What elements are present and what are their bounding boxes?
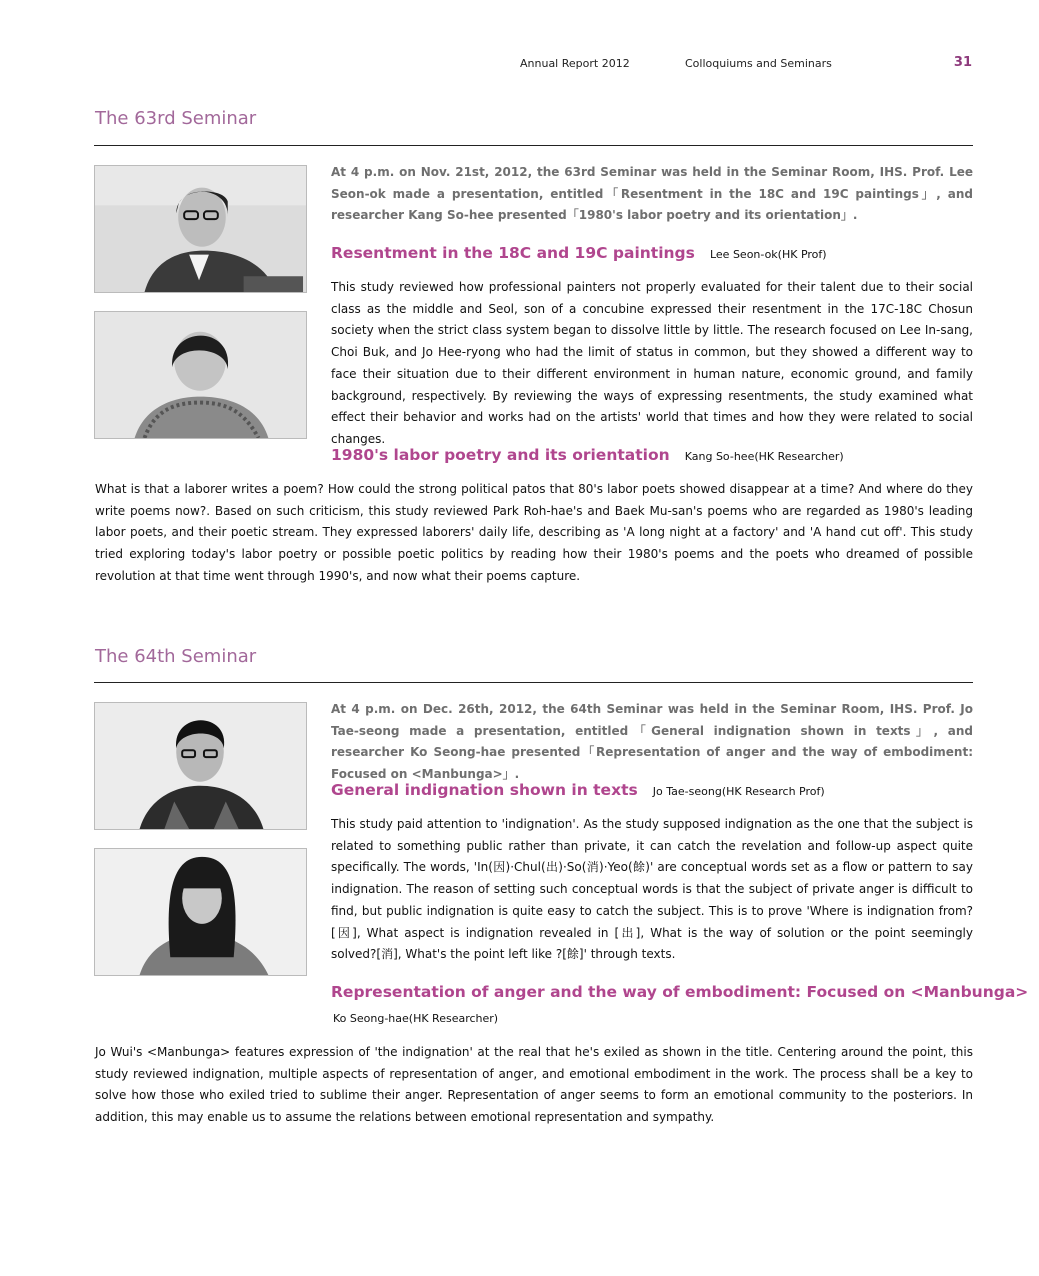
talk-heading [331,982,1029,1001]
talk-heading [331,445,991,464]
talk-author: Kang So-hee(HK Researcher) [684,450,844,463]
section-divider [94,682,973,683]
talk-author: Lee Seon-ok(HK Prof) [709,248,827,261]
talk-title: General indignation shown in texts [331,781,638,799]
section-name: Colloquiums and Seminars [685,57,832,70]
photo-jo-tae-seong [94,702,307,830]
talk-heading [331,243,991,262]
talk-abstract: Jo Wui's <Manbunga> features expression of 'the indignation' at the real that he's exiled as shown in the title. Centering around the point, this study reviewed indignation, multiple aspects of representation of anger, and emotional embodiment in the work. The process shall be a key to solve how those who exiled tried to sublime their anger. Representation of anger seems to form an emotional community to the posteriors. In addition, this may enable us to assume the relations between emotional representation and sympathy. [95,1045,973,1125]
talk-abstract: What is that a laborer writes a poem? How could the strong political patos that 80's labor poets showed disappear at a time? And where do they write poems now?. Based on such criticism, this study reviewed Park Roh-hae's and Baek Mu-san's poems who are regarded as 1980's leading labor poets, and their poetic stream. They expressed laborers' daily life, describing as 'A long night at a factory' and 'A hand cut off'. This study tried exploring today's labor poetry or possible poetic politics by reading how their 1980's poems and the poets who dreamed of possible revolution at that time went through 1990's, and now what their poems capture. [95,482,973,583]
photo-lee-seon-ok [94,165,307,293]
talk-author: Ko Seong-hae(HK Researcher) [333,1012,499,1025]
talk-abstract: This study reviewed how professional painters not properly evaluated for their talent due to their social class as the middle and Seol, son of a concubine expressed their resentment in the 17C-18C Chosun society when the strict class system began to dissolve little by little. The research focused on Lee In-sang, Choi Buk, and Jo Hee-ryong who had the limit of status in common, but they showed a different way to face their situation due to their different environment in human nature, economic ground, and family background, respectively. By reviewing the ways of expressing resentments, the study examined what effect their behavior and works had on the artists' world that times and how they were related to social changes. [331,280,973,446]
talk-heading [331,780,991,799]
section-divider [94,145,973,146]
photo-kang-so-hee [94,311,307,439]
seminar-63-title: The 63rd Seminar [95,108,257,129]
photo-ko-seong-hae [94,848,307,976]
seminar-63-intro: At 4 p.m. on Nov. 21st, 2012, the 63rd Seminar was held in the Seminar Room, IHS. Prof. Lee Seon-ok made a presentation, entitled「Resentment in the 18C and 19C paintings」, and researcher Kang So-hee presented「1980's labor poetry and its orientation」. [331,165,973,222]
talk-author: Jo Tae-seong(HK Research Prof) [652,785,825,798]
talk-title: 1980's labor poetry and its orientation [331,446,670,464]
seminar-64-intro: At 4 p.m. on Dec. 26th, 2012, the 64th Seminar was held in the Seminar Room, IHS. Prof. Jo Tae-seong made a presentation, entitled「General indignation shown in texts」, and researcher Ko Seong-hae presented「Representation of anger and the way of embodiment: Focused on <Manbunga>」. [331,702,973,781]
talk-title: Resentment in the 18C and 19C paintings [331,244,695,262]
page-number: 31 [953,55,972,70]
report-title: Annual Report 2012 [520,57,630,70]
talk-title: Representation of anger and the way of embodiment: Focused on <Manbunga> [331,983,1029,1001]
seminar-64-title: The 64th Seminar [95,646,257,667]
talk-abstract: This study paid attention to 'indignation'. As the study supposed indignation as the one that the subject is related to something public rather than private, it can catch the revelation and follow-up aspect quite specifically. The words, 'In(因)·Chul(出)·So(消)·Yeo(餘)' are conceptual words set as a flow or pattern to say indignation. The reason of setting such conceptual words is that the subject of private anger is difficult to find, but public indignation is quite easy to catch the subject. This is to prove 'Where is indignation from?[因], What aspect is indignation revealed in [出], What is the way of solution or the point seemingly solved?[消], What's the point left like ?[餘]' through texts. [331,817,973,962]
